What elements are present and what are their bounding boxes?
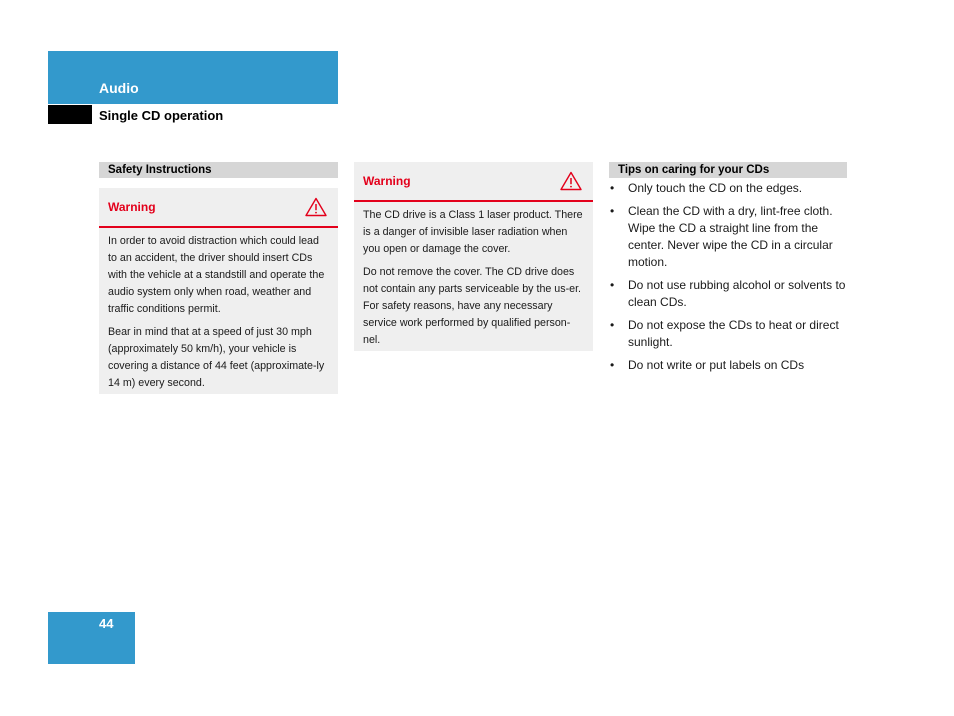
page-number-tab bbox=[48, 612, 135, 664]
warning-label: Warning bbox=[363, 174, 411, 188]
section-title: Audio bbox=[99, 80, 139, 96]
warning-box-laser bbox=[354, 162, 593, 351]
subsection-title: Single CD operation bbox=[99, 108, 224, 123]
section-tab bbox=[48, 51, 338, 104]
bullet-icon: • bbox=[610, 318, 615, 332]
list-item bbox=[609, 180, 849, 197]
list-item bbox=[609, 277, 849, 311]
bullet-icon: • bbox=[610, 278, 615, 292]
bullet-icon: • bbox=[610, 181, 615, 195]
section-marker bbox=[48, 105, 92, 124]
list-item bbox=[609, 203, 849, 271]
warning-label: Warning bbox=[108, 200, 156, 214]
warning-header bbox=[354, 162, 593, 202]
tip-text: Do not expose the CDs to heat or direct sunlight. bbox=[628, 318, 839, 349]
cd-care-tips-list bbox=[609, 180, 849, 380]
cd-care-tips-heading-text: Tips on caring for your CDs bbox=[618, 164, 770, 176]
safety-instructions-heading-text: Safety Instructions bbox=[108, 164, 212, 176]
tip-text: Do not write or put labels on CDs bbox=[628, 358, 805, 372]
warning-paragraph: Bear in mind that at a speed of just 30 mph (approximately 50 km/h), your vehicle is covering a distance of 44 feet (approximate-ly 14 m) every second. bbox=[108, 326, 325, 389]
tip-text: Only touch the CD on the edges. bbox=[628, 181, 803, 195]
page-number: 44 bbox=[99, 616, 114, 631]
bullet-icon: • bbox=[610, 204, 615, 218]
tip-text: Clean the CD with a dry, lint-free cloth. Wipe the CD a straight line from the center. Never wipe the CD in a circular motion. bbox=[628, 204, 833, 269]
warning-body bbox=[354, 202, 593, 363]
warning-triangle-icon bbox=[560, 171, 582, 191]
bullet-icon: • bbox=[610, 358, 615, 372]
warning-body bbox=[99, 228, 338, 406]
warning-paragraph: The CD drive is a Class 1 laser product. There is a danger of invisible laser radiation when you open or damage the cover. bbox=[363, 209, 583, 255]
list-item bbox=[609, 317, 849, 351]
warning-paragraph: Do not remove the cover. The CD drive does not contain any parts serviceable by the us-er. For safety reasons, have any necessary service work performed by qualified person-nel. bbox=[363, 266, 582, 346]
tip-text: Do not use rubbing alcohol or solvents to clean CDs. bbox=[628, 278, 846, 309]
warning-box-distraction bbox=[99, 188, 338, 394]
safety-instructions-heading bbox=[99, 162, 338, 178]
warning-header bbox=[99, 188, 338, 228]
cd-care-tips-heading bbox=[609, 162, 847, 178]
warning-triangle-icon bbox=[305, 197, 327, 217]
list-item bbox=[609, 357, 849, 374]
warning-paragraph: In order to avoid distraction which could lead to an accident, the driver should insert CDs with the vehicle at a standstill and operate the audio system only when road, weather and traffic conditions permit. bbox=[108, 235, 325, 315]
